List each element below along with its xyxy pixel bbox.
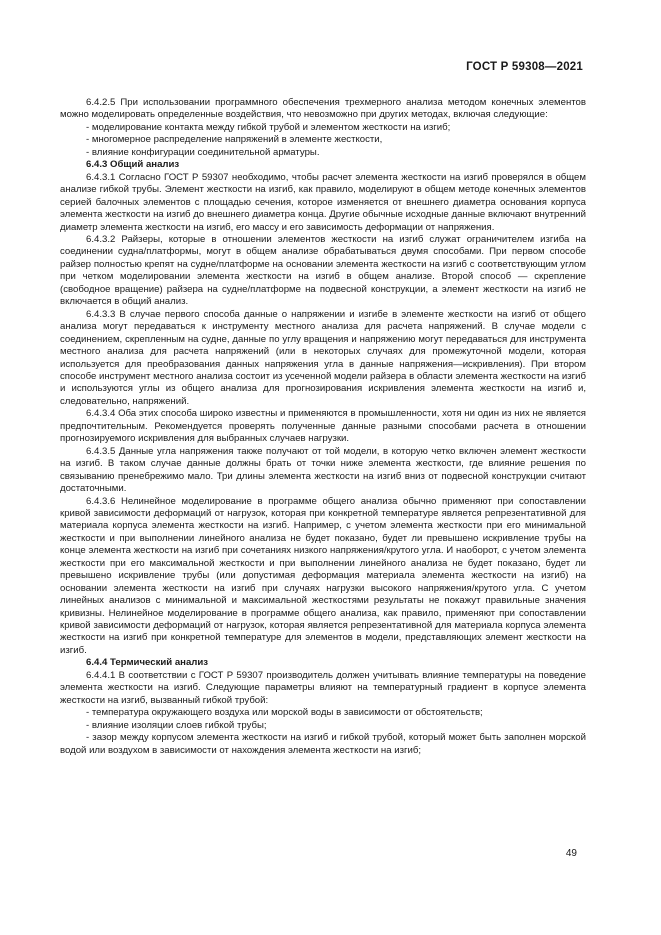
paragraph-6-4-3-6: 6.4.3.6 Нелинейное моделирование в программе общего анализа обычно применяют при сопоставлении кривой зависимости деформаций от нагрузок, которая при конкретной температуре является репрезентативной для материала корпуса элемента жесткости на изгиб. Например, с учетом элемента жесткости при его минимальной жесткости и при выполнении линейного анализа не будет показано, будет ли превышено искривление трубы на конце элемента жесткости на изгиб при сочетаниях низкого напряжения/крутого угла. И наоборот, с учетом элемента жесткости при его максимальной жесткости и при выполнении линейного анализа не будет показано, будет ли превышено искривление трубы (или допустимая деформация материала элемента жесткости на изгиб) на основании элемента жесткости на изгиб при случаях нагрузки высокого напряжения/крутого угла. С учетом линейных анализов с минимальной и максимальной жесткостями результаты не покажут правильные значения кривизны. Нелинейное моделирование в программе общего анализа, как правило, применяют при сопоставлении кривой зависимости деформаций от нагрузок, которая является репрезентативной для материала корпуса элемента жесткости на изгиб при конкретной температуре для элементов в модели, представляющих элемент жесткости на изгиб. (60, 495, 586, 656)
paragraph-6-4-4-1: 6.4.4.1 В соответствии с ГОСТ Р 59307 производитель должен учитывать влияние температуры на поведение элемента жесткости на изгиб. Следующие параметры влияют на температурный градиент в корпусе элемента жесткости на изгиб, вызванный гибкой трубой: (60, 669, 586, 706)
list-item: - многомерное распределение напряжений в элементе жесткости, (86, 134, 383, 146)
paragraph-6-4-3-3: 6.4.3.3 В случае первого способа данные о напряжении и изгибе в элементе жесткости на изгиб от общего анализа могут передаваться к инструменту местного анализа для расчета напряжений. В случае модели с соединением, скрепленным на судне, данные по углу вращения и напряжению могут передаваться для инструмента местного анализа для расчета напряжений (или в некоторых случаях для промежуточной модели, которая используется для преобразования данных напряжения угла в данные напряжения—искривления). При втором способе инструмент местного анализа состоит из усеченной модели райзера в области элемента жесткости на изгиб и используются углы из общего анализа для прогнозирования искривления элемента жесткости на изгиб и, следовательно, напряжений. (60, 308, 586, 407)
list-item: - влияние конфигурации соединительной арматуры. (86, 146, 320, 158)
list-item: - моделирование контакта между гибкой трубой и элементом жесткости на изгиб; (86, 121, 451, 133)
list-item: - влияние изоляции слоев гибкой трубы; (86, 719, 267, 731)
list-item: - температура окружающего воздуха или морской воды в зависимости от обстоятельств; (86, 707, 483, 719)
section-heading-6-4-3: 6.4.3 Общий анализ (86, 159, 180, 171)
page-number: 49 (565, 848, 577, 859)
paragraph-6-4-3-2: 6.4.3.2 Райзеры, которые в отношении элементов жесткости на изгиб служат ограничителем изгиба на соединении судна/платформы, могут в общем анализе обрабатываться двумя способами. При первом способе райзер полностью крепят на судне/платформе на основании элемента жесткости на изгиб с соответствующим углом при четком моделировании элемента жесткости на изгиб в общем анализе. Второй способ — скрепление (свободное вращение) райзера на судне/платформе на подвесной конструкции, а элемент жесткости на изгиб не включается в общий анализ. (60, 233, 586, 308)
paragraph-6-4-2-5: 6.4.2.5 При использовании программного обеспечения трехмерного анализа методом конечных элементов можно моделировать определенные воздействия, что невозможно при других методах, включая следующие: (60, 97, 586, 121)
paragraph-6-4-3-5: 6.4.3.5 Данные угла напряжения также получают от той модели, в которую четко включен элемент жесткости на изгиб. В таком случае данные должны брать от точки ниже элемента жесткости, где влияние решения по связыванию пренебрежимо мало. Три длины элемента жесткости на изгиб вниз от подвесной конструкции считают достаточными. (60, 445, 586, 495)
list-item: - зазор между корпусом элемента жесткости на изгиб и гибкой трубой, который может быть заполнен морской водой или воздухом в зависимости от нахождения элемента жесткости на изгиб; (60, 732, 586, 756)
document-header: ГОСТ Р 59308—2021 (466, 61, 583, 73)
paragraph-6-4-3-1: 6.4.3.1 Согласно ГОСТ Р 59307 необходимо, чтобы расчет элемента жесткости на изгиб проверялся в общем анализе гибкой трубы. Элемент жесткости на изгиб, как правило, моделируют в общем методе конечных элементов серией балочных элементов с площадью сечения, которое изменяется от внешнего диаметра основания корпуса элемента жесткости на изгиб до внешнего диаметра конца. Другие обычные исходные данные включают внутренний диаметр элемента жесткости на изгиб, его массу и его зависимость деформации от напряжения. (60, 171, 586, 233)
document-body (60, 97, 586, 757)
section-heading-6-4-4: 6.4.4 Термический анализ (86, 657, 209, 669)
paragraph-6-4-3-4: 6.4.3.4 Оба этих способа широко известны и применяются в промышленности, хотя ни один из них не является предпочтительным. Рекомендуется проверять полученные данные разными способами расчета в отношении прогнозируемого искривления для выбранных случаев нагрузки. (60, 408, 586, 445)
